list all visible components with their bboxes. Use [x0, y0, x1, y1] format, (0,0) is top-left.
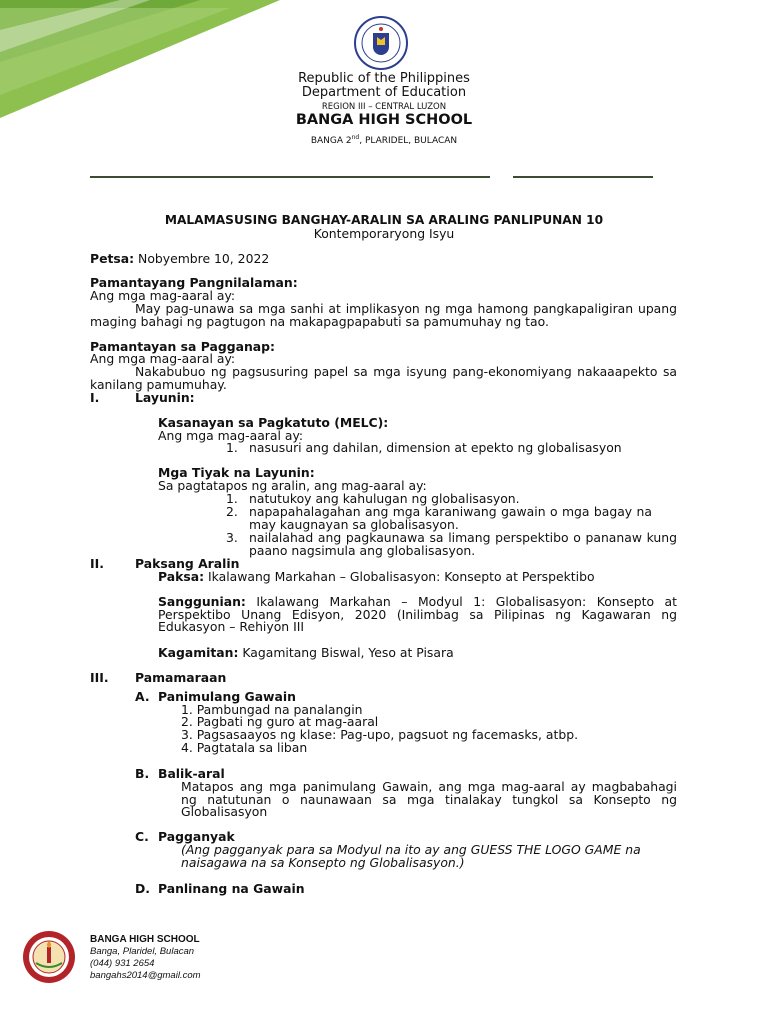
sec2-number: II.	[90, 556, 104, 571]
tiyak-item-line: nailalahad ang pagkaunawa sa limang perspektibo o pananaw kung	[249, 530, 677, 545]
tiyak-item-line: paano nagsimula ang globalisasyon.	[249, 543, 476, 558]
footer-email: bangahs2014@gmail.com	[90, 970, 201, 981]
pp-intro: Ang mga mag-aaral ay:	[90, 288, 236, 303]
sub-c-line1: (Ang pagganyak para sa Modyul na ito ay ang GUESS THE LOGO GAME na	[181, 842, 641, 857]
melc-item-number: 1.	[226, 440, 238, 455]
pp-heading: Pamantayang Pangnilalaman:	[90, 275, 298, 290]
kagamitan-line: Kagamitan: Kagamitang Biswal, Yeso at Pisara	[158, 645, 454, 660]
tiyak-item-number: 2.	[226, 504, 238, 519]
header-rule-left	[90, 176, 490, 178]
sec1-number: I.	[90, 390, 100, 405]
tiyak-item-line: may kaugnayan sa globalisasyon.	[249, 517, 459, 532]
footer-school: BANGA HIGH SCHOOL	[90, 934, 200, 945]
sec3-title: Pamamaraan	[135, 670, 227, 685]
sub-b-line2: ng natutunan o naunawaan sa mga tinalakay tungkol sa Konsepto ng	[181, 792, 677, 807]
tiyak-heading: Mga Tiyak na Layunin:	[158, 465, 315, 480]
sanggunian-line3: Edukasyon – Rehiyon III	[158, 619, 305, 634]
sub-a-title: Panimulang Gawain	[158, 689, 296, 704]
sub-c-title: Pagganyak	[158, 829, 235, 844]
tiyak-intro: Sa pagtatapos ng aralin, ang mag-aaral ay:	[158, 478, 427, 493]
petsa-line: Petsa: Nobyembre 10, 2022	[90, 251, 270, 266]
doc-title: MALAMASUSING BANGHAY-ARALIN SA ARALING PANLIPUNAN 10	[164, 213, 604, 227]
sanggunian-line1: Sanggunian: Ikalawang Markahan – Modyul 1: Globalisasyon: Konsepto at	[158, 594, 677, 609]
sec1-title: Layunin:	[135, 390, 195, 405]
sec2-title: Paksang Aralin	[135, 556, 240, 571]
tiyak-item-number: 1.	[226, 491, 238, 506]
sub-b-label: B.	[135, 766, 150, 781]
footer-phone: (044) 931 2654	[90, 958, 155, 969]
deped-seal-icon	[347, 15, 415, 71]
sub-a-item: 2. Pagbati ng guro at mag-aaral	[181, 714, 379, 729]
pp-line1: May pag-unawa sa mga sanhi at implikasyon ng mga hamong pangkapaligiran upang	[135, 301, 677, 316]
sub-b-line1: Matapos ang mga panimulang Gawain, ang mga mag-aaral ay magbabahagi	[181, 779, 677, 794]
pp-line2: maging bahagi ng pagtugon na makapagpapabuti sa pamumuhay ng tao.	[90, 314, 549, 329]
melc-item: nasusuri ang dahilan, dimension at epekto ng globalisasyon	[249, 440, 622, 455]
header-rule-right	[513, 176, 653, 178]
header-department: Department of Education	[301, 85, 467, 100]
tiyak-item-number: 3.	[226, 530, 238, 545]
sub-a-item: 4. Pagtatala sa liban	[181, 740, 308, 755]
psp-heading: Pamantayan sa Pagganap:	[90, 339, 275, 354]
psp-intro: Ang mga mag-aaral ay:	[90, 351, 236, 366]
tiyak-item-line: napapahalagahan ang mga karaniwang gawain o mga bagay na	[249, 504, 652, 519]
tiyak-item-line: natutukoy ang kahulugan ng globalisasyon.	[249, 491, 520, 506]
school-logo-icon	[18, 929, 80, 985]
header-school: BANGA HIGH SCHOOL	[295, 112, 473, 128]
sub-a-item: 1. Pambungad na panalangin	[181, 702, 363, 717]
doc-subtitle: Kontemporaryong Isyu	[313, 226, 455, 241]
psp-line2: kanilang pamumuhay.	[90, 377, 227, 392]
header-region: REGION III – CENTRAL LUZON	[321, 102, 447, 112]
sub-b-title: Balik-aral	[158, 766, 225, 781]
sec3-number: III.	[90, 670, 109, 685]
header-address: BANGA 2nd, PLARIDEL, BULACAN	[310, 134, 458, 146]
sanggunian-line2: Perspektibo Unang Edisyon, 2020 (Inilimbag sa Pilipinas ng Kagawaran ng	[158, 607, 677, 622]
footer-address: Banga, Plaridel, Bulacan	[90, 946, 195, 957]
paksa-line: Paksa: Ikalawang Markahan – Globalisasyon: Konsepto at Perspektibo	[158, 569, 595, 584]
sub-c-label: C.	[135, 829, 149, 844]
psp-line1: Nakabubuo ng pagsusuring papel sa mga isyung pang-ekonomiyang nakaaapekto sa	[135, 364, 677, 379]
sub-d-label: D.	[135, 881, 150, 896]
sub-a-label: A.	[135, 689, 150, 704]
sub-c-line2: naisagawa na sa Konsepto ng Globalisasyon.)	[181, 855, 465, 870]
melc-intro: Ang mga mag-aaral ay:	[158, 428, 304, 443]
sub-d-title: Panlinang na Gawain	[158, 881, 305, 896]
header-republic: Republic of the Philippines	[298, 71, 470, 86]
sub-a-item: 3. Pagsasaayos ng klase: Pag-upo, pagsuot ng facemasks, atbp.	[181, 727, 579, 742]
melc-heading: Kasanayan sa Pagkatuto (MELC):	[158, 415, 389, 430]
sub-b-line3: Globalisasyon	[181, 804, 268, 819]
